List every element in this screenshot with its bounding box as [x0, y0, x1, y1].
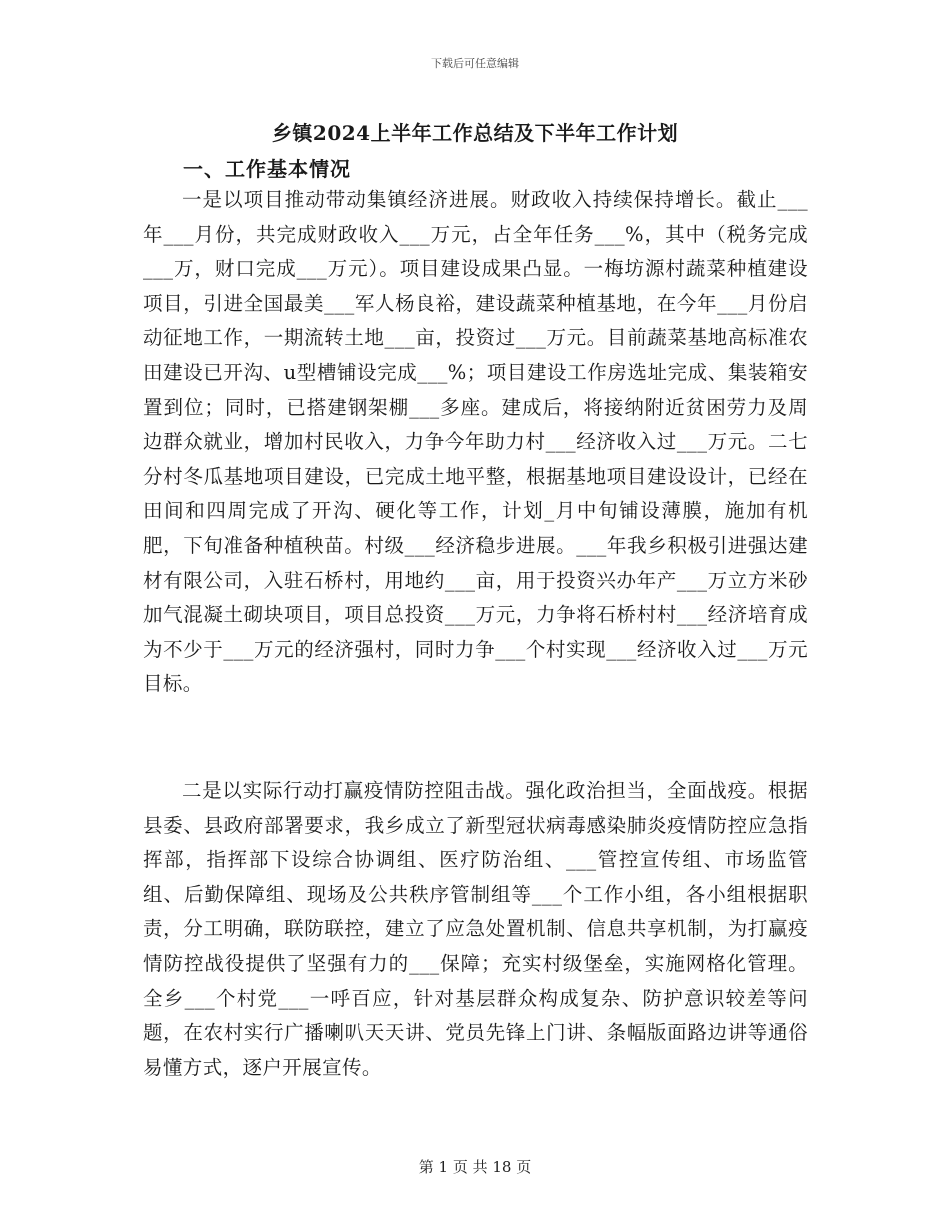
- body-paragraph: 二是以实际行动打赢疫情防控阻击战。强化政治担当，全面战疫。根据县委、县政府部署要求，我乡成立了新型冠状病毒感染肺炎疫情防控应急指挥部，指挥部下设综合协调组、医疗防治组、___管控宣传组、市场监管组、后勤保障组、现场及公共秩序管制组等___个工作小组，各小组根据职责，分工明确，联防联控，建立了应急处置机制、信息共享机制，为打赢疫情防控战役提供了坚强有力的___保障；充实村级堡垒，实施网格化管理。全乡___个村党___一呼百应，针对基层群众构成复杂、防护意识较差等问题，在农村实行广播喇叭天天讲、党员先锋上门讲、条幅版面路边讲等通俗易懂方式，逐户开展宣传。: [143, 779, 808, 1079]
- document-title: 乡镇2024上半年工作总结及下半年工作计划: [271, 121, 679, 145]
- header-note: 下载后可任意编辑: [431, 57, 519, 70]
- body-paragraph: 一是以项目推动带动集镇经济进展。财政收入持续保持增长。截止___年___月份，共完成财政收入___万元，占全年任务___%，其中（税务完成___万，财口完成___万元）。项目建设成果凸显。一梅坊源村蔬菜种植建设项目，引进全国最美___军人杨良裕，建设蔬菜种植基地，在今年___月份启动征地工作，一期流转土地___亩，投资过___万元。目前蔬菜基地高标准农田建设已开沟、u型槽铺设完成___%；项目建设工作房选址完成、集装箱安置到位；同时，已搭建钢架棚___多座。建成后，将接纳附近贫困劳力及周边群众就业，增加村民收入，力争今年助力村___经济收入过___万元。二七分村冬瓜基地项目建设，已完成土地平整，根据基地项目建设设计，已经在田间和四周完成了开沟、硬化等工作，计划_月中旬铺设薄膜，施加有机肥，下旬准备种植秧苗。村级___经济稳步进展。___年我乡积极引进强达建材有限公司，入驻石桥村，用地约___亩，用于投资兴办年产___万立方米砂加气混凝土砌块项目，项目总投资___万元，力争将石桥村村___经济培育成为不少于___万元的经济强村，同时力争___个村实现___经济收入过___万元目标。: [143, 188, 808, 696]
- section-heading: 一、工作基本情况: [183, 157, 351, 181]
- page-footer: 第 1 页 共 18 页: [418, 1158, 532, 1176]
